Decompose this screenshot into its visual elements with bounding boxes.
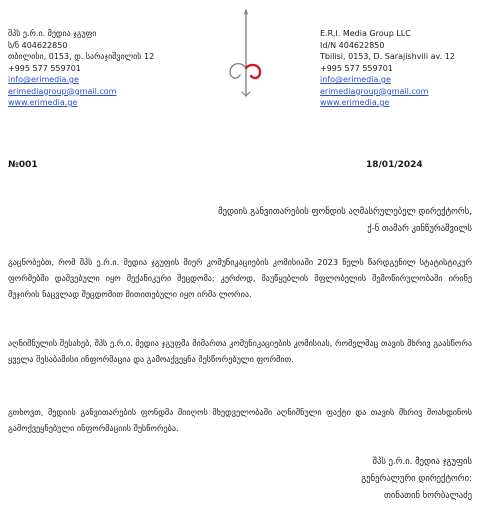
letterhead-georgian	[8, 28, 213, 109]
company-phone-ka: +995 577 559701	[8, 63, 81, 73]
signature-name: თინათინ ხორბალაძე	[384, 491, 472, 501]
company-address-ka: თბილისი, 0153, დ. სარაჯიშვილის 12	[8, 52, 155, 61]
addressee-line-2: ქ-ნ თამარ კინწურაშვილს	[367, 224, 472, 234]
signature-block	[361, 454, 472, 505]
addressee-line-1: მედიის განვითარების ფონდის აღმასრულებელ დირექტორს,	[218, 207, 472, 217]
letterhead-english	[320, 28, 480, 109]
company-id-ka: ს/ნ 404622850	[8, 40, 68, 50]
signature-title: გენერალური დირექტორი:	[361, 474, 472, 484]
company-address-en: Tbilisi, 0153, D. Sarajishvili av. 12	[320, 52, 455, 61]
email-link-gmail-en[interactable]: erimediagroup@gmail.com	[320, 86, 429, 96]
email-link-info-en[interactable]: info@erimedia.ge	[320, 75, 391, 84]
company-phone-en: +995 577 559701	[320, 63, 393, 73]
body-paragraph-1: გაცნობებთ, რომ შპს ე.რ.ი. მედია ჯგუფის მიერ კომუნიკაციების კომისიაში 2023 წელს წარდგენილ სტატისტიკურ ფორმებში დაშვებული იყო მექანიკური შეცდომა: კერძოდ, მაუწყებლის მფლობელის შემოწირულობაში ირინე მუჯირის ნაცვლად შეცდომით მითითებული იყო ირმა ლორია.	[8, 257, 472, 299]
document-date: 18/01/2024	[366, 160, 423, 170]
sword-and-scroll-logo-icon	[218, 8, 274, 100]
email-link-gmail-ka[interactable]: erimediagroup@gmail.com	[8, 86, 117, 96]
body-paragraph-3: გთხოვთ, მედიის განვითარების ფონდმა მიიღოს მხედველობაში აღნიშნული ფაქტი და თავის მხრივ მოახდინოს გამოქვეყნებული ინფორმაციის შესწორება.	[8, 407, 472, 433]
body-paragraph-2: აღნიშნულის შესახებ, შპს ე.რ.ი. მედია ჯგუფმა მიმართა კომუნიკაციების კომისიას, რომელმაც თავის მხრივ გაასწორა ყველა შესაბამისი ინფორმაცია და გამოაქვეყნა შესწორებული ფორმით.	[8, 338, 472, 364]
email-link-info-ka[interactable]: info@erimedia.ge	[8, 75, 79, 84]
website-link-en[interactable]: www.erimedia.ge	[320, 98, 390, 107]
document-number: №001	[8, 160, 38, 170]
company-id-en: Id/N 404622850	[320, 40, 385, 50]
website-link-ka[interactable]: www.erimedia.ge	[8, 98, 78, 107]
signature-company: შპს ე.რ.ი. მედია ჯგუფის	[372, 457, 472, 467]
addressee-block	[218, 204, 472, 238]
company-name-ka: შპს ე.რ.ი. მედია ჯგუფი	[8, 29, 97, 38]
company-name-en: E.R.I. Media Group LLC	[320, 29, 411, 38]
